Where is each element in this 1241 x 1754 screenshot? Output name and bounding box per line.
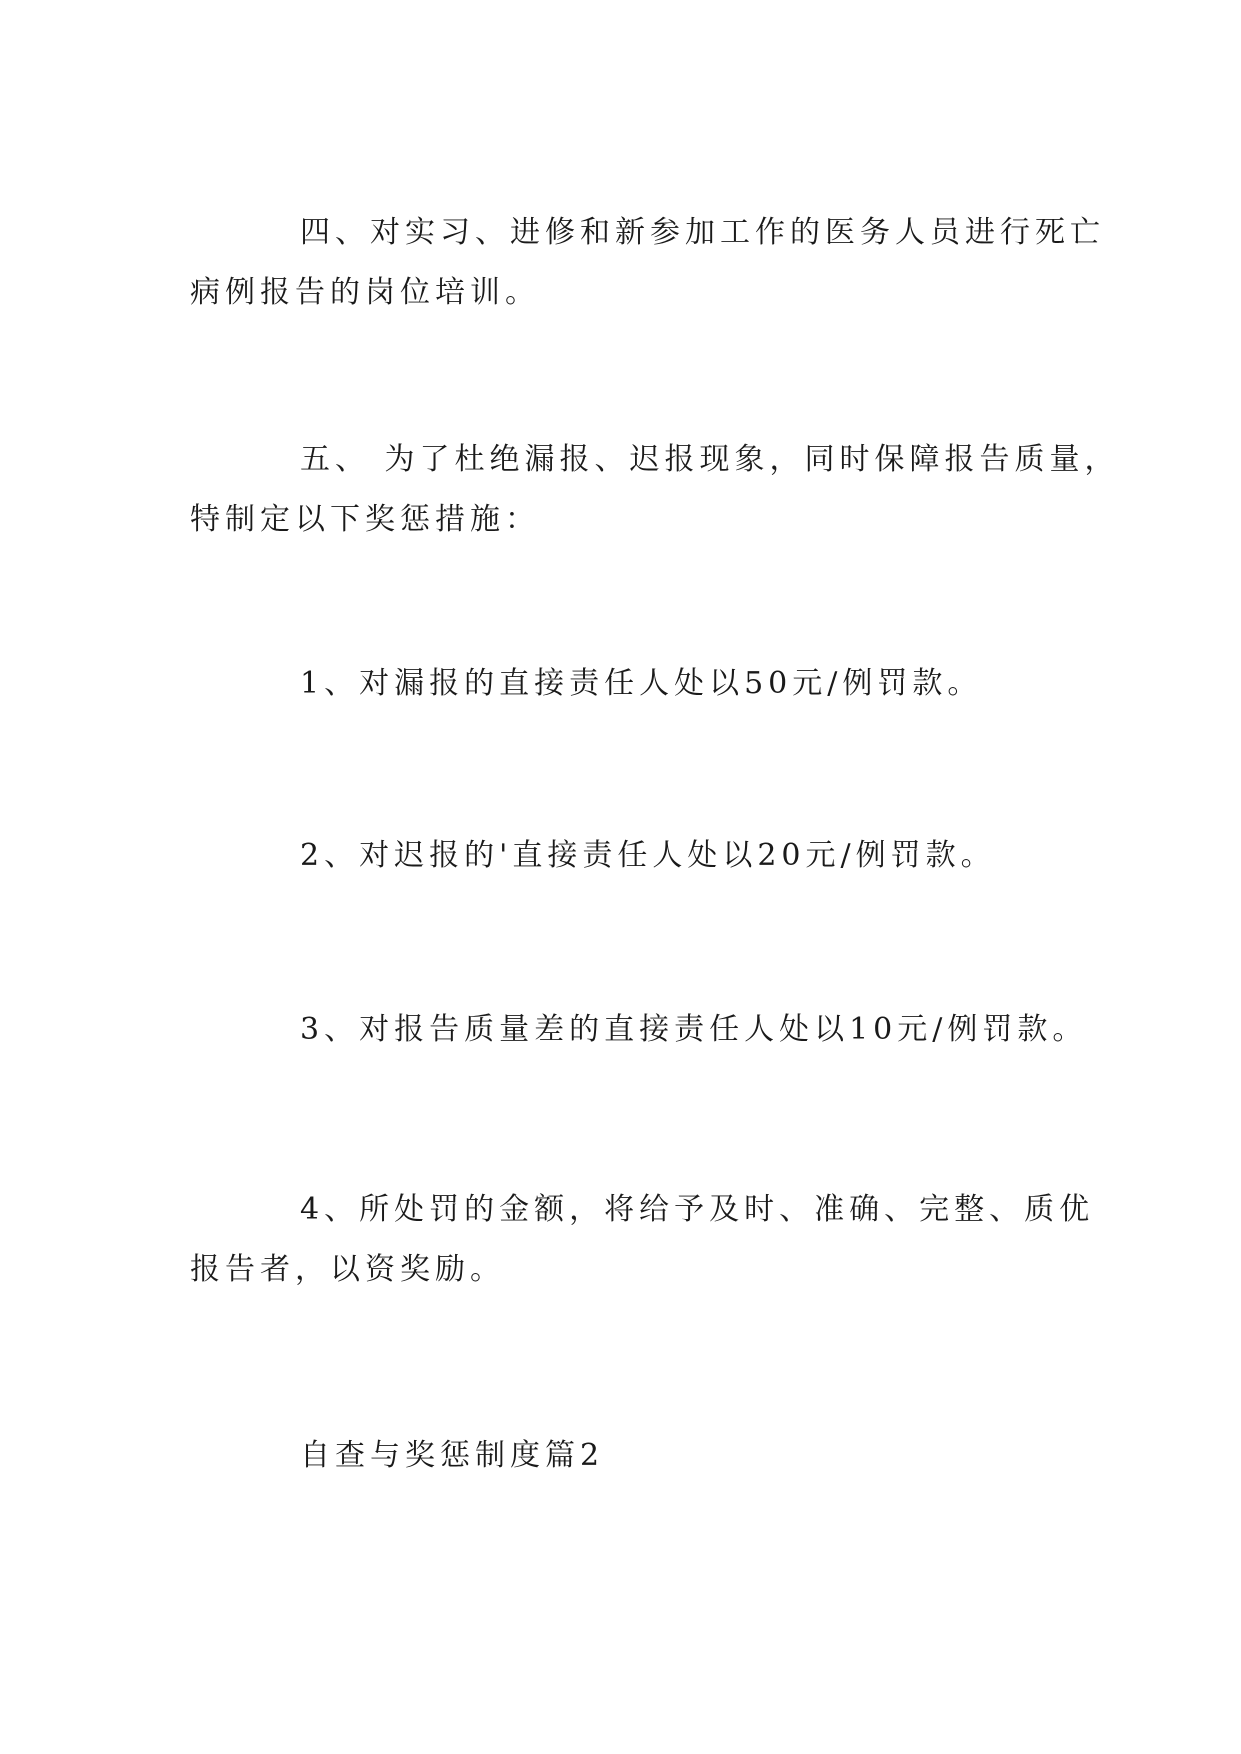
paragraph-line: 4、所处罚的金额，将给予及时、准确、完整、质优 bbox=[300, 1192, 1095, 1227]
paragraph-line: 1、对漏报的直接责任人处以50元/例罚款。 bbox=[300, 666, 983, 701]
paragraph-line: 特制定以下奖惩措施： bbox=[190, 502, 540, 537]
paragraph-item-2 bbox=[190, 826, 1060, 886]
paragraph-item-4 bbox=[190, 1180, 1095, 1300]
paragraph-training bbox=[190, 203, 1105, 323]
paragraph-line: 五、 为了杜绝漏报、迟报现象，同时保障报告质量， bbox=[300, 442, 1120, 477]
paragraph-line: 自查与奖惩制度篇2 bbox=[300, 1438, 605, 1473]
paragraph-line: 报告者，以资奖励。 bbox=[190, 1252, 505, 1287]
paragraph-item-1 bbox=[190, 654, 1060, 714]
paragraph-measures-intro bbox=[190, 430, 1120, 550]
section-heading bbox=[190, 1426, 1060, 1486]
paragraph-line: 病例报告的岗位培训。 bbox=[190, 275, 540, 310]
paragraph-line: 四、对实习、进修和新参加工作的医务人员进行死亡 bbox=[300, 215, 1105, 250]
paragraph-line: 2、对迟报的'直接责任人处以20元/例罚款。 bbox=[300, 838, 996, 873]
paragraph-item-3 bbox=[190, 1000, 1088, 1060]
paragraph-line: 3、对报告质量差的直接责任人处以10元/例罚款。 bbox=[300, 1012, 1088, 1047]
